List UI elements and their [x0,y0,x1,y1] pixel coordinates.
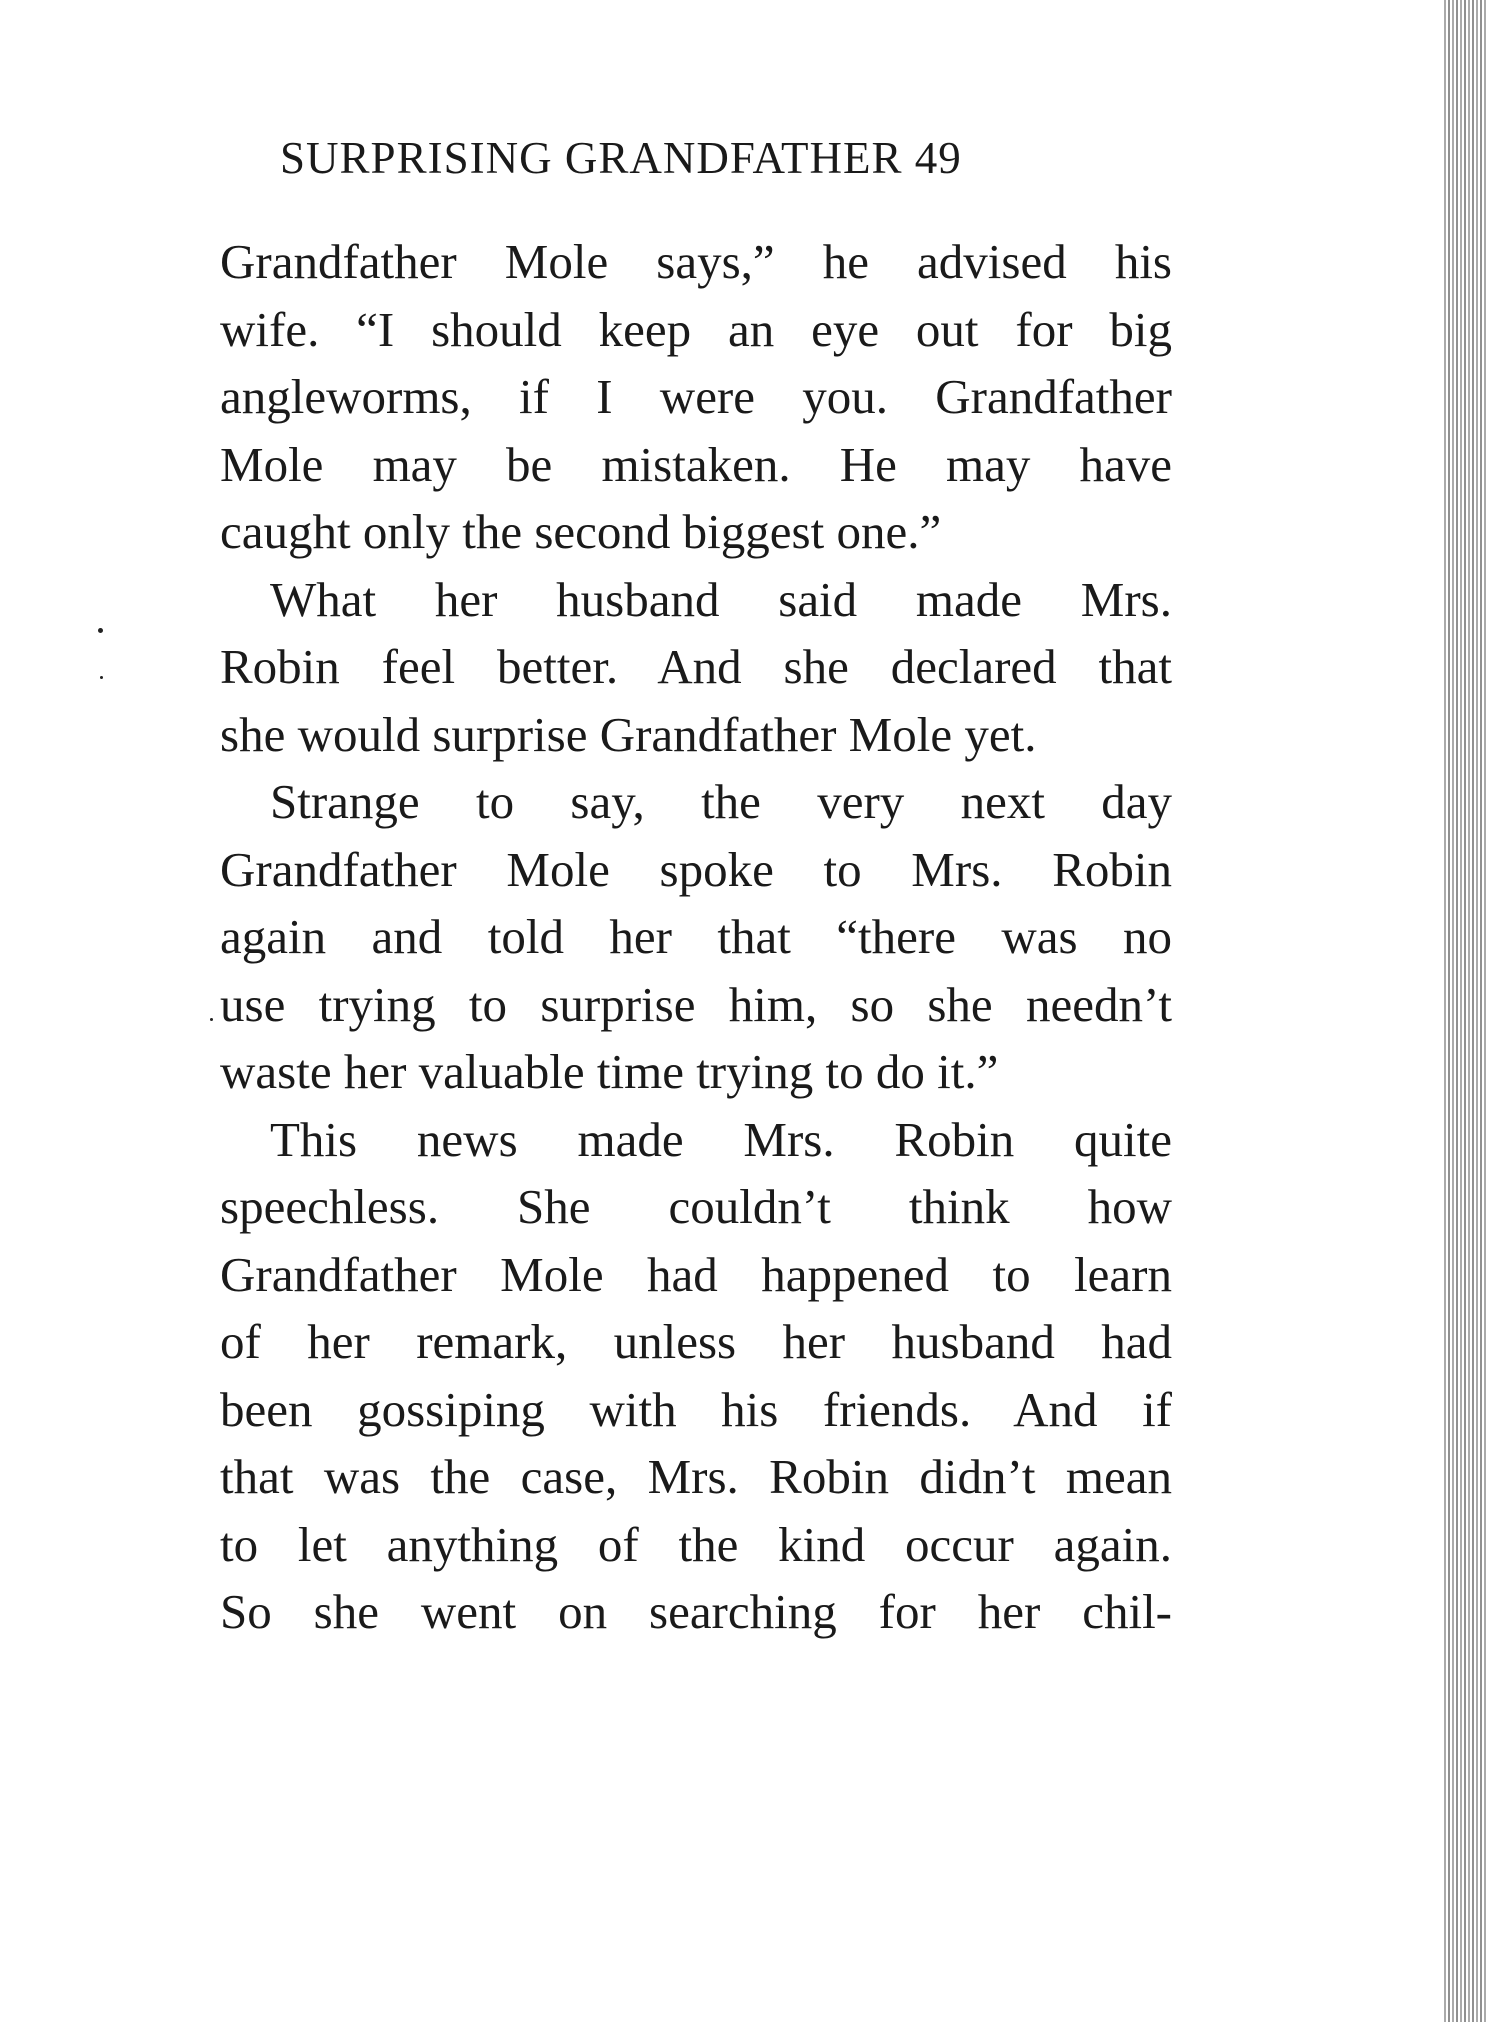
text-line: wife. “I should keep an eye out for big [220,301,1172,357]
text-line: again and told her that “there was no [220,909,1172,964]
text-line: What her husband said made Mrs. [270,571,1172,627]
text-line: Grandfather Mole spoke to Mrs. Robin [220,841,1172,897]
scan-speck [98,628,103,633]
text-line: that was the case, Mrs. Robin didn’t mean [220,1449,1172,1504]
text-line: Robin feel better. And she declared that [220,639,1172,694]
text-line: This news made Mrs. Robin quite [270,1111,1172,1167]
text-line: Grandfather Mole had happened to learn [220,1246,1172,1302]
body-text [220,228,1172,1646]
text-line: Grandfather Mole says,” he advised his [220,234,1172,289]
text-line: use trying to surprise him, so she needn’t [220,976,1172,1032]
text-line: of her remark, unless her husband had [220,1314,1172,1369]
text-line: caught only the second biggest one.” [220,504,942,559]
scan-speck [210,1018,213,1021]
text-line: Strange to say, the very next day [270,774,1172,829]
text-line: waste her valuable time trying to do it.” [220,1044,999,1099]
text-line: So she went on searching for her chil- [220,1584,1172,1639]
text-line: she would surprise Grandfather Mole yet. [220,706,1037,762]
scan-speck [100,676,103,679]
text-line: been gossiping with his friends. And if [220,1381,1172,1437]
text-line: angleworms, if I were you. Grandfather [220,369,1172,424]
text-line: speechless. She couldn’t think how [220,1179,1172,1234]
binding-spine [1442,0,1488,2022]
text-line: Mole may be mistaken. He may have [220,436,1172,492]
running-head: SURPRISING GRANDFATHER 49 [280,133,962,183]
text-line: to let anything of the kind occur again. [220,1516,1172,1572]
